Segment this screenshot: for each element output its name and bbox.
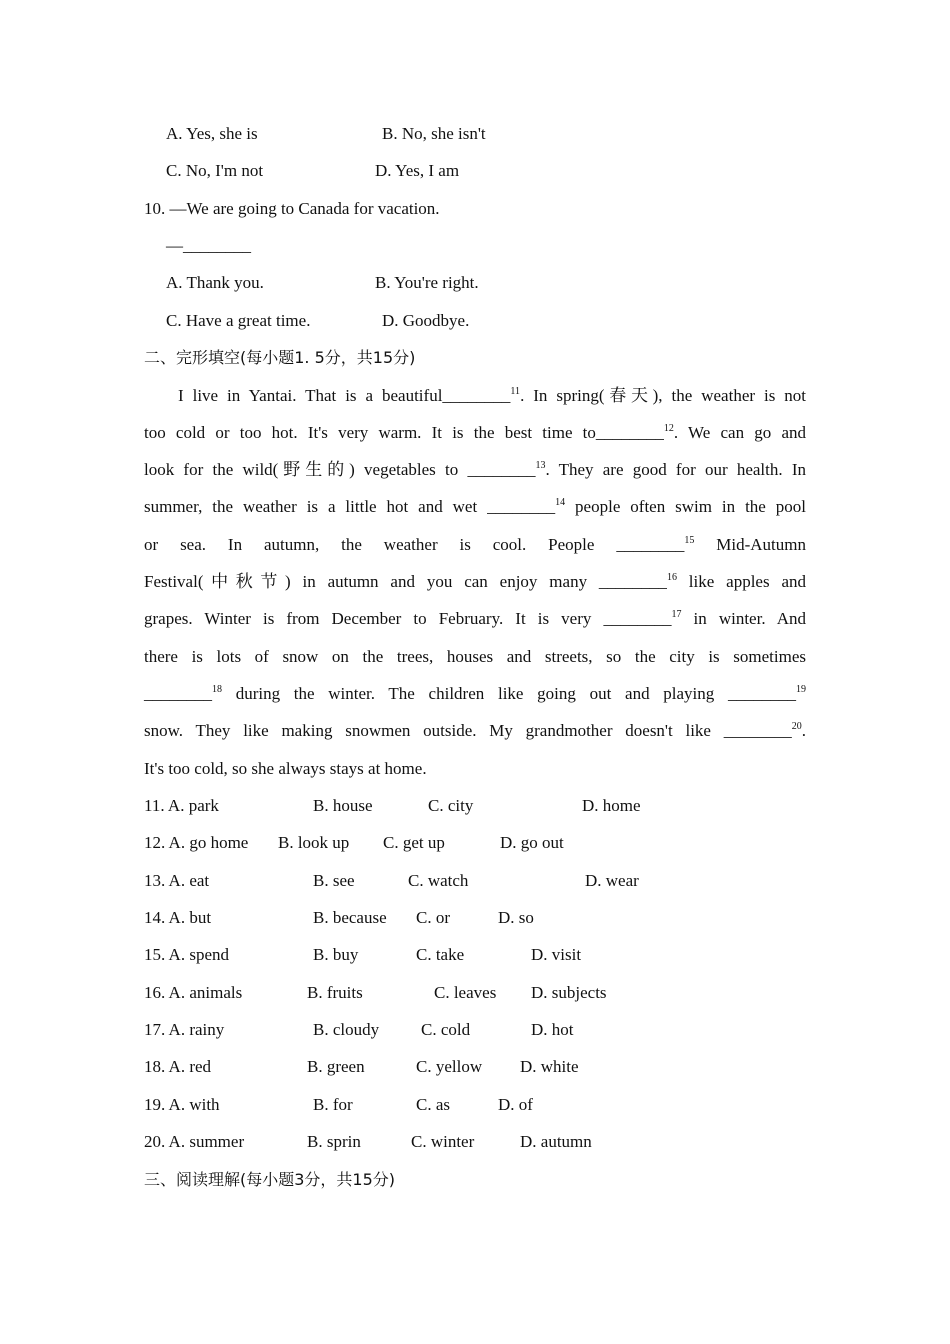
q11-option-b: B. house xyxy=(313,796,373,815)
q10-response: —________ xyxy=(166,236,251,255)
q15-option-c: C. take xyxy=(416,945,465,964)
q17-option-b: B. cloudy xyxy=(313,1020,380,1039)
q20-option-a: 20. A. summer xyxy=(144,1132,245,1151)
q13-option-a: 13. A. eat xyxy=(144,871,210,890)
q9-option-a: A. Yes, she is xyxy=(166,124,258,143)
q19-option-a: 19. A. with xyxy=(144,1095,220,1114)
q12-option-d: D. go out xyxy=(500,833,564,852)
q14-option-a: 14. A. but xyxy=(144,908,212,927)
section2-title: 二、完形填空(每小题1. 5分，共15分) xyxy=(144,348,416,367)
q10-option-d: D. Goodbye. xyxy=(382,311,470,330)
passage-line: or sea. In autumn, the weather is cool. People ________$^{15}$ Mid-Autumn xyxy=(144,535,806,554)
q20-option-b: B. sprin xyxy=(307,1132,361,1151)
q11-option-c: C. city xyxy=(428,796,474,815)
q13-option-b: B. see xyxy=(313,871,355,890)
q13-option-d: D. wear xyxy=(585,871,639,890)
q10-option-a: A. Thank you. xyxy=(166,273,264,292)
passage-line: It's too cold, so she always stays at home. xyxy=(144,759,427,778)
q9-option-c: C. No, I'm not xyxy=(166,161,264,180)
q16-option-b: B. fruits xyxy=(307,983,363,1002)
q11-option-d: D. home xyxy=(582,796,641,815)
q15-option-d: D. visit xyxy=(531,945,582,964)
q18-option-a: 18. A. red xyxy=(144,1057,212,1076)
q19-option-c: C. as xyxy=(416,1095,450,1114)
q14-option-b: B. because xyxy=(313,908,387,927)
q20-option-d: D. autumn xyxy=(520,1132,592,1151)
q9-option-d: D. Yes, I am xyxy=(375,161,460,180)
q10-question: 10. —We are going to Canada for vacation. xyxy=(144,199,440,218)
passage-line: I live in Yantai. That is a beautiful________$^{11}$. In spring(春天), the weather is not xyxy=(178,386,806,405)
passage-line: too cold or too hot. It's very warm. It is the best time to________$^{12}$. We can go and xyxy=(144,423,807,442)
q16-option-c: C. leaves xyxy=(434,983,497,1002)
q18-option-b: B. green xyxy=(307,1057,365,1076)
passage-line: ________$^{18}$ during the winter. The children like going out and playing ________$^{19}$ xyxy=(144,684,806,703)
q10-option-c: C. Have a great time. xyxy=(166,311,311,330)
q19-option-d: D. of xyxy=(498,1095,533,1114)
passage-line: grapes. Winter is from December to February. It is very ________$^{17}$ in winter. And xyxy=(144,609,806,628)
q15-option-b: B. buy xyxy=(313,945,359,964)
q20-option-c: C. winter xyxy=(411,1132,475,1151)
q9-option-b: B. No, she isn't xyxy=(382,124,486,143)
q12-option-b: B. look up xyxy=(278,833,350,852)
passage-line: snow. They like making snowmen outside. My grandmother doesn't like ________$^{20}$. xyxy=(144,721,806,740)
passage-line: Festival(中秋节) in autumn and you can enjoy many ________$^{16}$ like apples and xyxy=(144,572,807,591)
q11-option-a: 11. A. park xyxy=(144,796,219,815)
q13-option-c: C. watch xyxy=(408,871,469,890)
q17-option-a: 17. A. rainy xyxy=(144,1020,225,1039)
q12-option-a: 12. A. go home xyxy=(144,833,249,852)
q16-option-a: 16. A. animals xyxy=(144,983,243,1002)
q14-option-d: D. so xyxy=(498,908,534,927)
passage-line: look for the wild(野生的) vegetables to ________$^{13}$. They are good for our health. In xyxy=(144,460,806,479)
q10-option-b: B. You're right. xyxy=(375,273,479,292)
q14-option-c: C. or xyxy=(416,908,450,927)
passage-line: summer, the weather is a little hot and wet ________$^{14}$ people often swim in the pool xyxy=(144,497,806,516)
passage-line: there is lots of snow on the trees, houses and streets, so the city is sometimes xyxy=(144,647,806,666)
q12-option-c: C. get up xyxy=(383,833,445,852)
q18-option-c: C. yellow xyxy=(416,1057,483,1076)
q17-option-d: D. hot xyxy=(531,1020,574,1039)
q19-option-b: B. for xyxy=(313,1095,353,1114)
q18-option-d: D. white xyxy=(520,1057,579,1076)
q16-option-d: D. subjects xyxy=(531,983,607,1002)
q17-option-c: C. cold xyxy=(421,1020,471,1039)
section3-title: 三、阅读理解(每小题3分，共15分) xyxy=(144,1170,396,1189)
q15-option-a: 15. A. spend xyxy=(144,945,229,964)
